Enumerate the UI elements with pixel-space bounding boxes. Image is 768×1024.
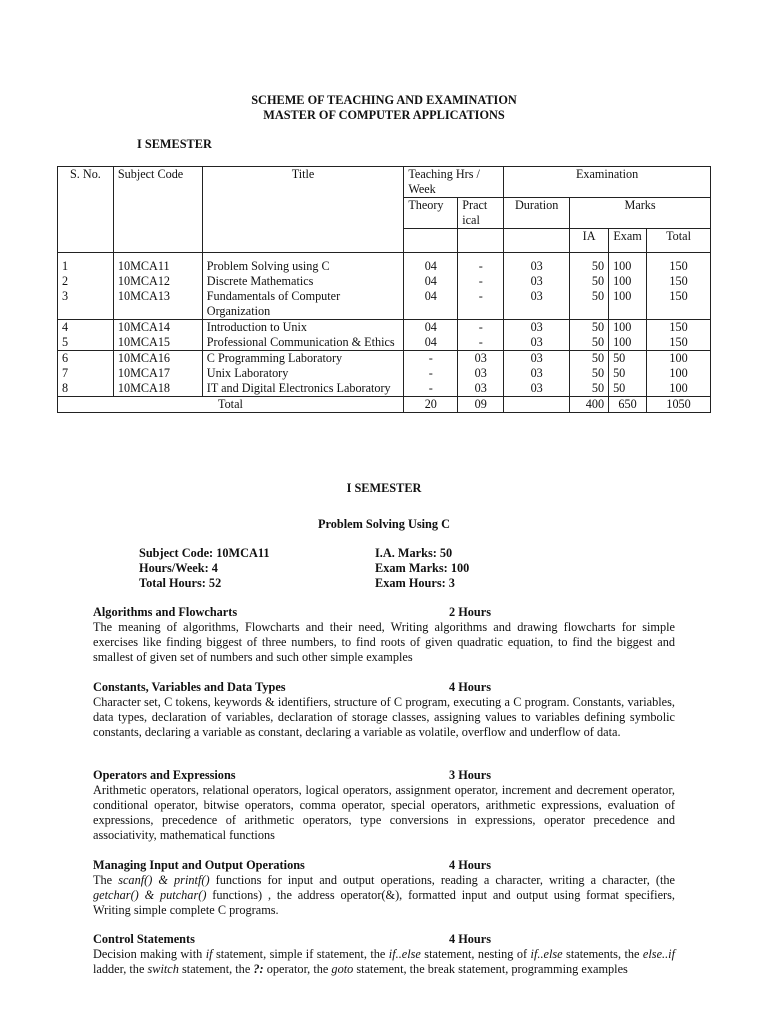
cell-ia: 50 <box>570 253 609 275</box>
italic-text: goto <box>331 962 354 976</box>
cell-code: 10MCA11 <box>113 253 202 275</box>
cell-duration: 03 <box>504 351 570 367</box>
cell-practical: 03 <box>458 351 504 367</box>
cell-theory: 04 <box>404 335 458 351</box>
cell-exam: 100 <box>609 289 647 320</box>
section-hours: 4 Hours <box>449 932 492 946</box>
cell-total: 100 <box>647 351 711 367</box>
section-hours: 4 Hours <box>449 858 492 872</box>
cell-duration: 03 <box>504 253 570 275</box>
header-theory: Theory <box>404 198 458 229</box>
total-exam: 650 <box>609 397 647 413</box>
cell-sno: 2 <box>58 274 114 289</box>
cell-theory: 04 <box>404 289 458 320</box>
cell-title: Discrete Mathematics <box>202 274 404 289</box>
section-control <box>93 932 675 977</box>
header-sno: S. No. <box>58 167 114 253</box>
section-body: Arithmetic operators, relational operators, logical operators, assignment operator, increment and decrement operator, conditional operator, bitwise operators, comma operator, special operators, arithmetic expressions, evaluation of expressions, precedence of arithmetic operators, type conversions in expressions, operator precedence and associativity, mathematical functions <box>93 783 675 842</box>
cell-title: Fundamentals of Computer Organization <box>202 289 404 320</box>
cell-title: Introduction to Unix <box>202 320 404 336</box>
table-row <box>58 274 711 289</box>
cell-practical: - <box>458 253 504 275</box>
cell-ia: 50 <box>570 366 609 381</box>
cell-total: 150 <box>647 335 711 351</box>
header-total: Total <box>647 229 711 253</box>
text: The <box>93 873 119 887</box>
course-info-left <box>139 546 269 591</box>
cell-theory: - <box>404 381 458 397</box>
italic-text: ?: <box>253 962 264 976</box>
table-row <box>58 320 711 336</box>
cell-sno: 6 <box>58 351 114 367</box>
cell-code: 10MCA16 <box>113 351 202 367</box>
section-body <box>93 873 675 918</box>
cell-exam: 50 <box>609 366 647 381</box>
cell-code: 10MCA15 <box>113 335 202 351</box>
italic-text: if <box>205 947 213 961</box>
scheme-table <box>57 166 711 413</box>
cell-code: 10MCA18 <box>113 381 202 397</box>
cell-total: 150 <box>647 320 711 336</box>
cell-exam: 50 <box>609 381 647 397</box>
header-empty-cell <box>404 229 458 253</box>
text: Decision making with <box>93 947 206 961</box>
hours-week: Hours/Week: 4 <box>139 561 218 575</box>
header-teaching-hrs: Teaching Hrs / Week <box>404 167 504 198</box>
cell-ia: 50 <box>570 320 609 336</box>
cell-code: 10MCA12 <box>113 274 202 289</box>
section-body: Character set, C tokens, keywords & identifiers, structure of C program, executing a C program. Constants, variables, data types, declaration of variables, declaration of storage classes, assigning values to variables defining symbolic constants, declaring a variable as constant, declaring a variable as volatile, overflow and underflow of data. <box>93 695 675 739</box>
cell-exam: 100 <box>609 274 647 289</box>
subject-code: Subject Code: 10MCA11 <box>139 546 270 560</box>
section-io <box>93 858 675 918</box>
ia-marks: I.A. Marks: 50 <box>375 546 453 560</box>
cell-practical: 03 <box>458 366 504 381</box>
doc-title-line1: SCHEME OF TEACHING AND EXAMINATION <box>251 93 517 107</box>
section-algorithms <box>93 605 675 665</box>
section-hours: 2 Hours <box>449 605 492 619</box>
cell-ia: 50 <box>570 274 609 289</box>
table-row <box>58 335 711 351</box>
section-title: Control Statements <box>93 932 195 946</box>
cell-code: 10MCA14 <box>113 320 202 336</box>
header-empty-cell <box>504 229 570 253</box>
total-total: 1050 <box>647 397 711 413</box>
header-practical: Pract ical <box>458 198 504 229</box>
cell-sno: 1 <box>58 253 114 275</box>
cell-theory: - <box>404 351 458 367</box>
cell-theory: 04 <box>404 253 458 275</box>
italic-text: getchar() & putchar() <box>93 888 207 902</box>
cell-practical: 03 <box>458 381 504 397</box>
cell-duration: 03 <box>504 381 570 397</box>
course-semester: I SEMESTER <box>346 481 422 495</box>
section-title: Managing Input and Output Operations <box>93 858 305 872</box>
total-theory: 20 <box>404 397 458 413</box>
cell-duration: 03 <box>504 320 570 336</box>
cell-total: 150 <box>647 253 711 275</box>
section-operators <box>93 768 675 843</box>
cell-title: Problem Solving using C <box>202 253 404 275</box>
exam-hours: Exam Hours: 3 <box>375 576 455 590</box>
cell-title: C Programming Laboratory <box>202 351 404 367</box>
text: ladder, the <box>93 962 148 976</box>
section-title: Operators and Expressions <box>93 768 236 782</box>
cell-code: 10MCA13 <box>113 289 202 320</box>
cell-ia: 50 <box>570 289 609 320</box>
cell-practical: - <box>458 335 504 351</box>
text: statement, the <box>178 962 254 976</box>
cell-title: Unix Laboratory <box>202 366 404 381</box>
table-row <box>58 253 711 275</box>
italic-text: if..else <box>530 947 563 961</box>
cell-sno: 3 <box>58 289 114 320</box>
table-row <box>58 289 711 320</box>
cell-title: IT and Digital Electronics Laboratory <box>202 381 404 397</box>
cell-sno: 7 <box>58 366 114 381</box>
cell-sno: 5 <box>58 335 114 351</box>
cell-total: 150 <box>647 289 711 320</box>
cell-exam: 100 <box>609 335 647 351</box>
table-row <box>58 381 711 397</box>
italic-text: switch <box>147 962 179 976</box>
cell-practical: - <box>458 274 504 289</box>
header-ia: IA <box>570 229 609 253</box>
total-hours: Total Hours: 52 <box>139 576 222 590</box>
total-ia: 400 <box>570 397 609 413</box>
header-marks: Marks <box>570 198 711 229</box>
section-body <box>93 947 675 977</box>
exam-marks: Exam Marks: 100 <box>375 561 470 575</box>
section-hours: 4 Hours <box>449 680 492 694</box>
total-practical: 09 <box>458 397 504 413</box>
cell-ia: 50 <box>570 381 609 397</box>
section-hours: 3 Hours <box>449 768 492 782</box>
scheme-body <box>58 253 711 397</box>
cell-duration: 03 <box>504 335 570 351</box>
cell-total: 100 <box>647 381 711 397</box>
header-subject-code: Subject Code <box>113 167 202 253</box>
cell-exam: 50 <box>609 351 647 367</box>
total-duration <box>504 397 570 413</box>
text: functions) , the address operator(&), formatted input and output using format specifiers, Writing simple complete C programs. <box>93 888 675 917</box>
cell-exam: 100 <box>609 320 647 336</box>
cell-theory: 04 <box>404 320 458 336</box>
doc-title-line2: MASTER OF COMPUTER APPLICATIONS <box>263 108 505 122</box>
text: statement, simple if statement, the <box>212 947 389 961</box>
italic-text: else..if <box>642 947 676 961</box>
cell-total: 100 <box>647 366 711 381</box>
cell-ia: 50 <box>570 335 609 351</box>
cell-duration: 03 <box>504 366 570 381</box>
semester-heading: I SEMESTER <box>137 137 212 151</box>
total-label: Total <box>58 397 404 413</box>
cell-title: Professional Communication & Ethics <box>202 335 404 351</box>
text: operator, the <box>263 962 332 976</box>
course-info-right <box>375 546 469 591</box>
table-row <box>58 366 711 381</box>
text: statements, the <box>562 947 643 961</box>
text: functions for input and output operations, reading a character, writing a character, (the <box>209 873 675 887</box>
section-constants <box>93 680 675 740</box>
cell-code: 10MCA17 <box>113 366 202 381</box>
header-duration: Duration <box>504 198 570 229</box>
italic-text: if..else <box>388 947 421 961</box>
cell-sno: 4 <box>58 320 114 336</box>
cell-theory: - <box>404 366 458 381</box>
cell-ia: 50 <box>570 351 609 367</box>
text: statement, the break statement, programming examples <box>353 962 628 976</box>
header-examination: Examination <box>504 167 711 198</box>
text: statement, nesting of <box>420 947 531 961</box>
section-title: Constants, Variables and Data Types <box>93 680 286 694</box>
section-title: Algorithms and Flowcharts <box>93 605 238 619</box>
cell-duration: 03 <box>504 274 570 289</box>
italic-text: scanf() & printf() <box>118 873 210 887</box>
cell-practical: - <box>458 320 504 336</box>
cell-duration: 03 <box>504 289 570 320</box>
header-empty-cell <box>458 229 504 253</box>
cell-total: 150 <box>647 274 711 289</box>
cell-sno: 8 <box>58 381 114 397</box>
cell-theory: 04 <box>404 274 458 289</box>
course-title: Problem Solving Using C <box>318 517 450 531</box>
cell-practical: - <box>458 289 504 320</box>
table-row <box>58 351 711 367</box>
header-exam: Exam <box>609 229 647 253</box>
header-title: Title <box>202 167 404 253</box>
section-body: The meaning of algorithms, Flowcharts and their need, Writing algorithms and drawing flowcharts for simple exercises like finding biggest of three numbers, to find roots of given quadratic equation, to find the biggest and smallest of given set of numbers and such other simple examples <box>93 620 675 664</box>
cell-exam: 100 <box>609 253 647 275</box>
